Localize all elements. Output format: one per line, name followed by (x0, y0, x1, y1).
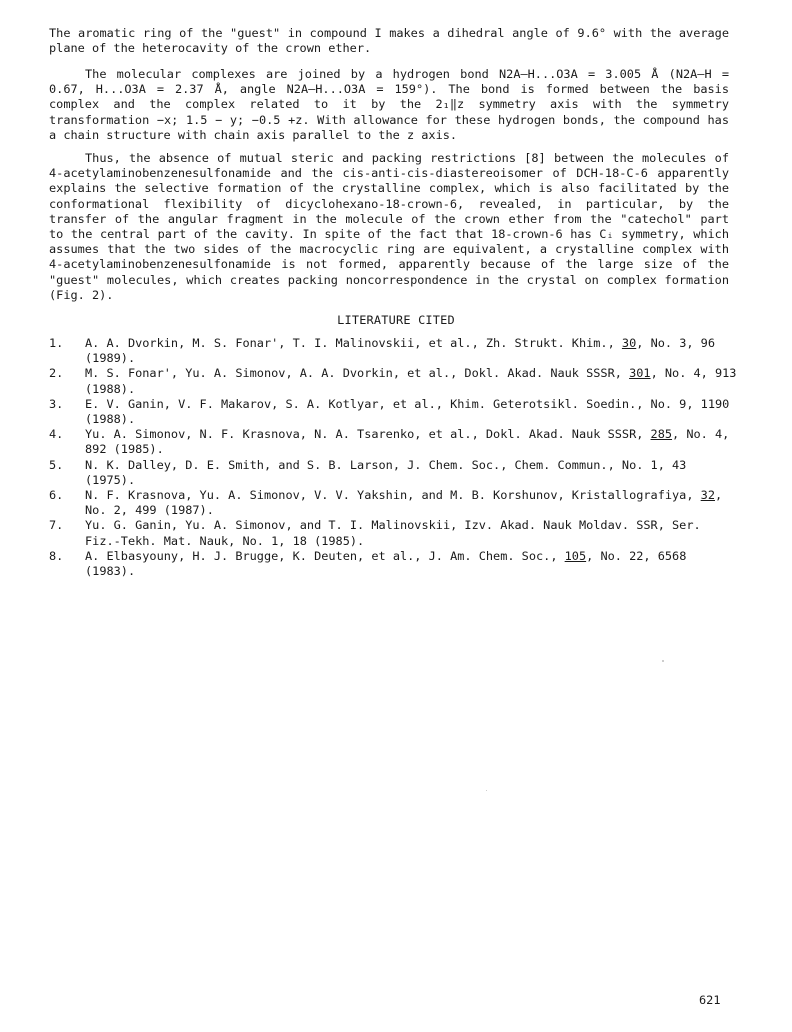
paragraph-2: The molecular complexes are joined by a hydrogen bond N2A–H...O3A = 3.005 Å (N2A–H = 0.67, H...O3A = 2.37 Å, angle N2A–H...O3A = 159°). The bond is formed between the basis complex and the complex related to it by the 2₁‖z symmetry axis with the symmetry transformation −x; 1.5 − y; −0.5 +z. With allowance for these hydrogen bonds, the compound has a chain structure with chain axis parallel to the z axis. (49, 67, 729, 142)
reference-citation: Yu. G. Ganin, Yu. A. Simonov, and T. I. Malinovskii, Izv. Akad. Nauk Moldav. SSR, Ser. Fiz.-Tekh. Mat. Nauk, No. 1, 18 (1985). (85, 518, 701, 548)
reference-volume: 30 (621, 336, 637, 350)
reference-text (85, 458, 739, 488)
reference-text (85, 397, 739, 427)
reference-details: , No. 4, 913 (1988). (85, 366, 737, 396)
reference-details: , No. 22, 6568 (1983). (85, 548, 687, 578)
reference-citation: Yu. A. Simonov, N. F. Krasnova, N. A. Tsarenko, et al., Dokl. Akad. Nauk SSSR, (85, 427, 651, 442)
reference-item (49, 427, 739, 457)
reference-number: 7. (49, 518, 64, 533)
paragraph-1: The aromatic ring of the "guest" in compound I makes a dihedral angle of 9.6° with the average plane of the heterocavity of the crown ether. (49, 26, 729, 56)
reference-item (49, 336, 739, 366)
reference-citation: N. K. Dalley, D. E. Smith, and S. B. Larson, J. Chem. Soc., Chem. Commun., No. 1, 43 (1975). (85, 457, 687, 487)
paragraph-3: Thus, the absence of mutual steric and packing restrictions [8] between the molecules of 4-acetylaminobenzenesulfonamide and the cis-anti-cis-diastereoisomer of DCH-18-C-6 apparently explains the selective formation of the crystalline complex, which is also facilitated by the conformational flexibility of dicyclohexano-18-crown-6, revealed, in particular, by the transfer of the angular fragment in the molecule of the crown ether from the "catechol" part to the central part of the cavity. In spite of the fact that 18-crown-6 has Cᵢ symmetry, which assumes that the two sides of the macrocyclic ring are equivalent, a crystalline complex with 4-acetylaminobenzenesulfonamide is not formed, apparently because of the large size of the "guest" molecules, which creates packing noncorrespondence in the crystal on complex formation (Fig. 2). (49, 151, 729, 302)
reference-citation: E. V. Ganin, V. F. Makarov, S. A. Kotlyar, et al., Khim. Geterotsikl. Soedin., No. 9, 1190 (1988). (85, 396, 730, 426)
reference-item (49, 518, 739, 548)
reference-item (49, 397, 739, 427)
reference-number: 5. (49, 457, 64, 472)
reference-item (49, 458, 739, 488)
reference-citation: A. A. Dvorkin, M. S. Fonar', T. I. Malinovskii, et al., Zh. Strukt. Khim., (85, 336, 622, 350)
reference-number: 4. (49, 427, 64, 442)
reference-text (85, 427, 739, 457)
reference-volume: 285 (650, 427, 673, 442)
reference-citation: M. S. Fonar', Yu. A. Simonov, A. A. Dvorkin, et al., Dokl. Akad. Nauk SSSR, (85, 366, 630, 381)
reference-text (85, 518, 739, 548)
reference-text (85, 488, 739, 518)
reference-details: , No. 3, 96 (1989). (85, 336, 715, 366)
page-number: 621 (699, 993, 721, 1007)
reference-number: 2. (49, 366, 64, 381)
reference-number: 1. (49, 336, 64, 350)
reference-volume: 105 (564, 548, 587, 563)
reference-volume: 32 (700, 487, 715, 502)
reference-citation: A. Elbasyouny, H. J. Brugge, K. Deuten, et al., J. Am. Chem. Soc., (85, 548, 565, 563)
reference-text (85, 366, 739, 396)
reference-number: 8. (49, 548, 64, 563)
reference-volume: 301 (629, 366, 651, 381)
reference-number: 3. (49, 396, 64, 411)
reference-details: , No. 4, 892 (1985). (85, 427, 730, 457)
reference-citation: N. F. Krasnova, Yu. A. Simonov, V. V. Yakshin, and M. B. Korshunov, Kristallografiya, (85, 487, 701, 502)
literature-cited-heading: LITERATURE CITED (337, 313, 455, 327)
reference-text (85, 336, 739, 366)
reference-number: 6. (49, 487, 64, 502)
scan-speck (486, 790, 487, 791)
reference-text (85, 549, 739, 579)
reference-item (49, 488, 739, 518)
reference-item (49, 366, 739, 396)
reference-item (49, 549, 739, 579)
reference-details: , No. 2, 499 (1987). (85, 487, 723, 518)
scan-speck (662, 660, 664, 662)
reference-list (49, 336, 739, 579)
